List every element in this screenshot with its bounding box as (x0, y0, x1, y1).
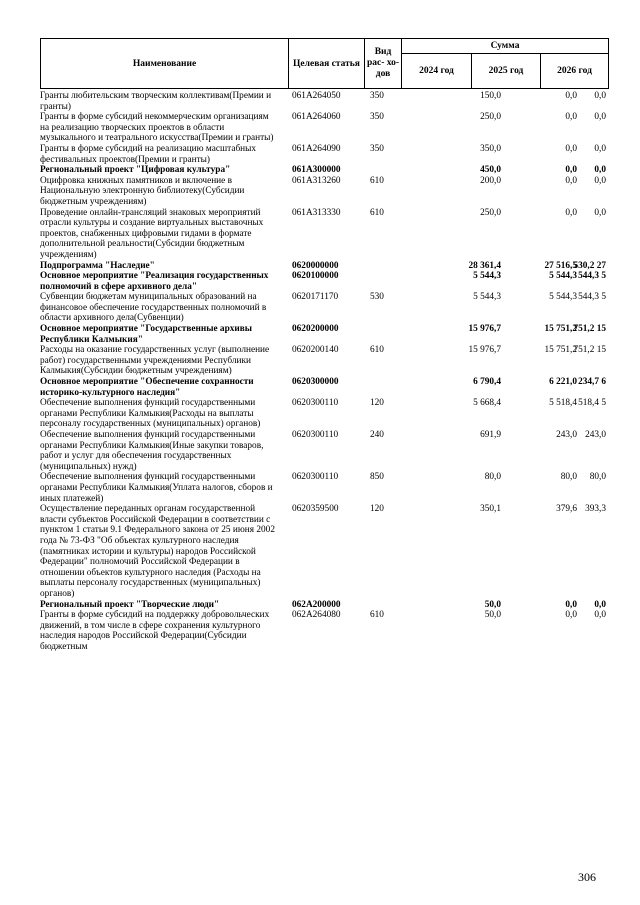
row-vid: 530 (370, 292, 384, 303)
row-vid: 610 (370, 175, 384, 186)
row-name: Проведение онлайн-трансляций знаковых мероприятий отрасли культуры и создание виртуальных выставочных проектов, снабженных цифровыми гидами в формате дополнительной реальности(Субсидии бюджетным учреждениям) (40, 207, 264, 260)
table-row (40, 261, 608, 272)
row-2025: 0,0 (565, 143, 577, 154)
header-year-2024: 2024 год (402, 54, 472, 89)
row-2024: 5 544,3 (473, 292, 501, 303)
row-name: Обеспечение выполнения функций государственными органами Республики Калмыкия(Иные закупки товаров, работ и услуг для обеспечения государственных (муниципальных) нужд) (40, 430, 264, 472)
table-body (40, 91, 608, 652)
row-name: Расходы на оказание государственных услуг (выполнение работ) государственными учреждениями Республики Калмыкия(Субсидии бюджетным учреждениям) (40, 345, 270, 377)
table-row (40, 324, 608, 345)
row-code: 0620100000 (292, 271, 339, 282)
row-name: Региональный проект "Творческие люди" (40, 599, 220, 610)
row-2026: 243,0 (585, 430, 606, 440)
row-2024: 50,0 (484, 599, 501, 610)
row-2025: 80,0 (560, 472, 577, 483)
row-name: Гранты в форме субсидий некоммерческим организациям на реализацию творческих проектов в области музыкального и театрального искусства(Премии и гранты) (40, 112, 274, 144)
table-row (40, 176, 608, 208)
row-2024: 350,1 (480, 504, 501, 515)
row-2025: 0,0 (565, 610, 577, 621)
row-code: 061A264060 (292, 112, 341, 123)
row-name: Обеспечение выполнения функций государственными органами Республики Калмыкия(Расходы на выплаты персоналу государственных (муниципальных) органов) (40, 398, 261, 430)
row-2025: 5 544,3 (549, 271, 577, 282)
row-2025: 0,0 (565, 175, 577, 186)
row-2026: 0,0 (594, 175, 606, 186)
row-name: Основное мероприятие "Государственные архивы Республики Калмыкия" (40, 324, 253, 345)
table-row (40, 504, 608, 599)
row-2025: 0,0 (565, 91, 577, 101)
row-code: 061A300000 (292, 165, 341, 176)
row-name: Субвенции бюджетам муниципальных образований на финансовое обеспечение государственных полномочий в области архивного дела(Субвенции) (40, 292, 267, 324)
row-2025: 0,0 (565, 599, 577, 610)
row-2026: 0,0 (594, 207, 606, 218)
row-2026: 15 751,2 (573, 345, 606, 356)
row-2024: 50,0 (484, 610, 501, 621)
row-2026: 0,0 (594, 91, 606, 101)
row-2026: 5 544,3 (578, 292, 606, 303)
table-row (40, 600, 608, 611)
row-2024: 6 790,4 (473, 377, 501, 388)
header-sum: Сумма (402, 39, 609, 54)
row-2026: 0,0 (594, 165, 606, 176)
row-name: Осуществление переданных органам государственной власти субъектов Российской Федерации в соответствии с пунктом 1 статьи 9.1 Федерального закона от 25 июня 2002 года № 73-ФЗ "Об объектах культурного наследия (памятниках истории и культуры) народов Российской Федерации" полномочий Российской Федерации в отношении объектов культурного наследия (Расходы на выплаты персоналу государственных (муниципальных) органов) (40, 504, 275, 599)
row-vid: 120 (370, 504, 384, 515)
row-name: Основное мероприятие "Реализация государственных полномочий в сфере архивного дела" (40, 271, 269, 292)
row-2026: 0,0 (594, 610, 606, 621)
row-2024: 150,0 (480, 91, 501, 101)
header-year-2025: 2025 год (472, 54, 541, 89)
row-2026: 0,0 (594, 599, 606, 610)
row-2026: 393,3 (585, 504, 606, 515)
table-header (40, 38, 609, 89)
row-2026: 0,0 (594, 143, 606, 154)
row-code: 061A264050 (292, 91, 341, 101)
table-row (40, 472, 608, 504)
row-code: 061A313330 (292, 207, 341, 218)
row-2024: 15 976,7 (468, 324, 501, 335)
row-2025: 5 518,4 (549, 398, 577, 409)
table-row (40, 345, 608, 377)
row-2025: 0,0 (565, 165, 577, 176)
row-2026: 6 234,7 (578, 377, 606, 388)
row-code: 0620200000 (292, 324, 339, 335)
table-row (40, 430, 608, 472)
row-code: 061A313260 (292, 175, 341, 186)
row-vid: 610 (370, 345, 384, 356)
row-code: 062A264080 (292, 610, 341, 621)
row-2025: 15 751,2 (544, 345, 577, 356)
row-code: 0620000000 (292, 260, 339, 271)
table-row (40, 208, 608, 261)
row-2024: 250,0 (480, 112, 501, 123)
row-code: 0620300110 (292, 398, 339, 409)
row-2026: 5 544,3 (578, 271, 606, 282)
table-row (40, 112, 608, 144)
row-name: Региональный проект "Цифровая культура" (40, 165, 231, 176)
table-row (40, 292, 608, 324)
row-2024: 350,0 (480, 143, 501, 154)
row-code: 062A200000 (292, 599, 341, 610)
row-code: 0620300110 (292, 430, 339, 440)
row-name: Подпрограмма "Наследие" (40, 260, 155, 271)
table-row (40, 610, 608, 652)
row-code: 0620171170 (292, 292, 339, 303)
row-2024: 5 544,3 (473, 271, 501, 282)
row-code: 0620300000 (292, 377, 339, 388)
page-number: 306 (578, 870, 596, 884)
row-vid: 610 (370, 207, 384, 218)
row-2024: 691,9 (480, 430, 501, 440)
row-code: 0620300110 (292, 472, 339, 483)
row-2024: 450,0 (480, 165, 501, 176)
row-code: 0620200140 (292, 345, 339, 356)
row-vid: 240 (370, 430, 384, 440)
row-name: Гранты в форме субсидий на поддержку добровольческих движений, в том числе в сфере сохранения культурного наследия народов Российской Федерации(Субсидии бюджетным (40, 610, 270, 652)
row-2024: 80,0 (484, 472, 501, 483)
row-name: Обеспечение выполнения функций государственными органами Республики Калмыкия(Уплата налогов, сборов и иных платежей) (40, 472, 273, 504)
row-vid: 350 (370, 91, 384, 101)
row-vid: 610 (370, 610, 384, 621)
table-row (40, 144, 608, 165)
row-2025: 243,0 (556, 430, 577, 440)
row-2025: 27 516,5 (544, 260, 577, 271)
row-name: Гранты в форме субсидий на реализацию масштабных фестивальных проектов(Премии и гранты) (40, 143, 257, 165)
row-code: 0620359500 (292, 504, 339, 515)
row-2024: 28 361,4 (468, 260, 501, 271)
row-2026: 0,0 (594, 112, 606, 123)
row-name: Оцифровка книжных памятников и включение в Национальную электронную библиотеку(Субсидии бюджетным учреждениям) (40, 175, 245, 207)
row-vid: 850 (370, 472, 384, 483)
row-vid: 350 (370, 112, 384, 123)
row-2025: 379,6 (556, 504, 577, 515)
row-2026: 15 751,2 (573, 324, 606, 335)
row-name: Гранты любительским творческим коллективам(Премии и гранты) (40, 91, 272, 112)
row-vid: 350 (370, 143, 384, 154)
table-row (40, 377, 608, 398)
table-row (40, 271, 608, 292)
row-2025: 5 544,3 (549, 292, 577, 303)
row-2024: 15 976,7 (468, 345, 501, 356)
table-row (40, 398, 608, 430)
header-name: Наименование (41, 39, 289, 89)
row-2026: 5 518,4 (578, 398, 606, 409)
row-name: Основное мероприятие "Обеспечение сохранности историко-культурного наследия" (40, 377, 254, 398)
header-code: Целевая статья (289, 39, 365, 89)
row-2025: 15 751,2 (544, 324, 577, 335)
row-2025: 6 221,0 (549, 377, 577, 388)
row-2024: 5 668,4 (473, 398, 501, 409)
row-2026: 27 530,2 (573, 260, 606, 271)
header-year-2026: 2026 год (541, 54, 609, 89)
row-2024: 250,0 (480, 207, 501, 218)
row-vid: 120 (370, 398, 384, 409)
table-row (40, 165, 608, 176)
header-vid: Вид рас- хо- дов (365, 39, 402, 89)
row-code: 061A264090 (292, 143, 341, 154)
table-row (40, 91, 608, 112)
row-2025: 0,0 (565, 207, 577, 218)
row-2025: 0,0 (565, 112, 577, 123)
row-2024: 200,0 (480, 175, 501, 186)
row-2026: 80,0 (589, 472, 606, 483)
